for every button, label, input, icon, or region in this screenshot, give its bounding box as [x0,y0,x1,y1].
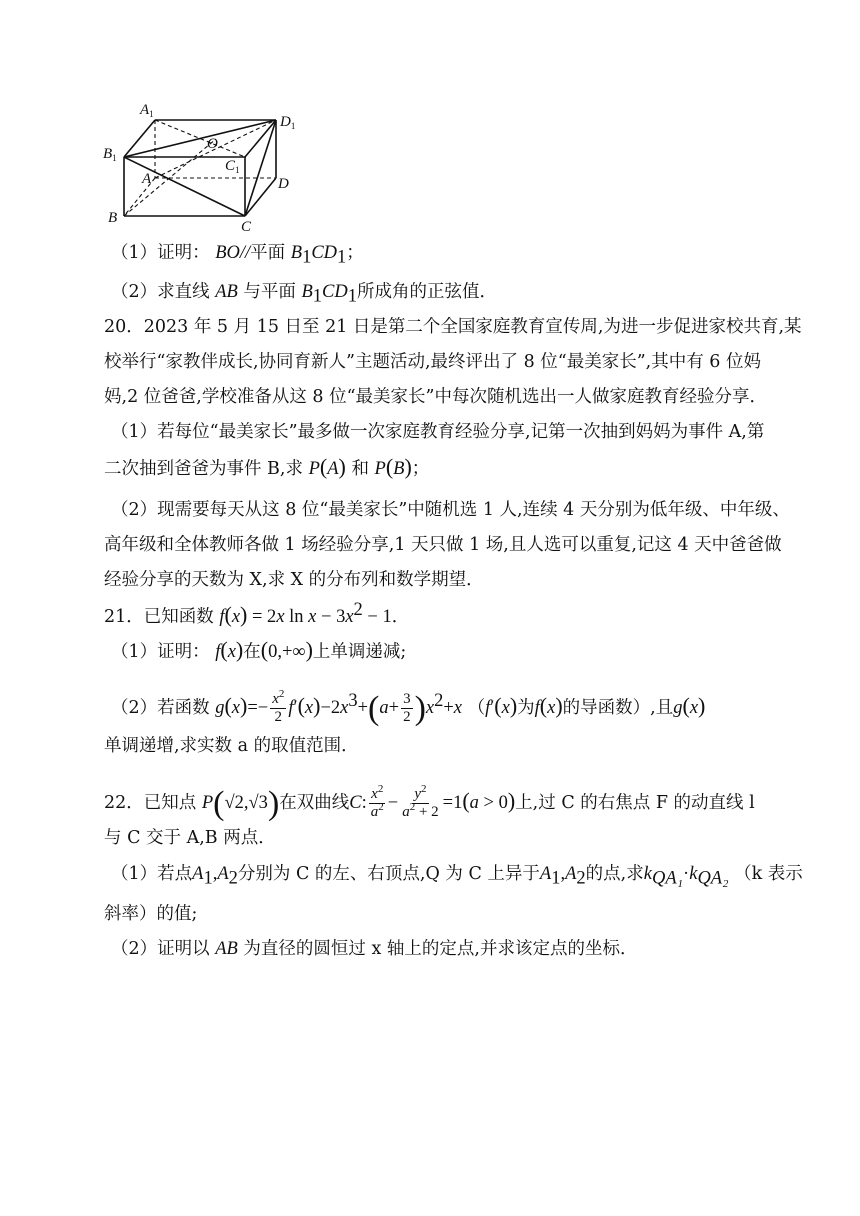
label-D: D [278,176,289,192]
q19-part2: （2）求直线 AB 与平面 $B_1CD_1$所成角的正弦值． [111,282,497,307]
q20-stem-line3: 妈,2 位爸爸,学校准备从这 8 位“最美家长”中每次随机选出一人做家庭教育经验分享． [104,387,767,407]
q21-part2-line1: （2）若函数 g(x)=− $\frac{x^2}{2}$ $f'(x)-2x^3+(a+$ $\frac{3}{2}$ )$x^2+x$ （f′(x)为f(x)的导函数）,且g(x) [111,688,706,727]
q21-part1: （1）证明： f(x)在(0,+∞)上单调递减; [111,637,407,662]
prism-figure [100,96,310,232]
label-A: A [142,171,152,187]
q20-stem-line2: 校举行“家教伴成长,协同育新人”主题活动,最终评出了 8 位“最美家长”,其中有 6 位妈 [104,352,761,372]
label-B1: $B_1$ [103,146,117,163]
q20-part1-line2: 二次抽到爸爸为事件 B,求 P(A) 和 P(B)； [104,454,430,479]
hidden-segment-BO [124,139,216,216]
q22-stem-line1: 22．已知点 P(√2,√3)在双曲线C: $\frac{x^2}{a^2}$ − $\frac{y^2}{a^2 + 2}$ =1(a > 0)上,过 C 的右焦点 F 的动直线 l [104,783,755,822]
q22-stem-line2: 与 C 交于 A,B 两点． [104,828,276,848]
q22-part2: （2）证明以 AB 为直径的圆恒过 x 轴上的定点,并求该定点的坐标． [111,939,638,959]
q19-part1: （1）证明： BO//平面 $B_1CD_1$； [111,243,364,268]
label-D1: $D_1$ [280,114,296,131]
label-B: B [108,210,118,226]
edge-CD [245,178,276,216]
edge-A1B1 [124,120,155,157]
edge-C1D1 [245,120,276,157]
q21-part2-line2: 单调递增,求实数 a 的取值范围． [104,736,359,756]
q20-part2-line3: 经验分享的天数为 X,求 X 的分布列和数学期望． [104,570,484,590]
q22-part1-line2: 斜率）的值; [104,904,198,924]
q20-part2-line1: （2）现需要每天从这 8 位“最美家长”中随机选 1 人,连续 4 天分别为低年级、中年级、 [111,500,790,520]
label-C1: $C_1$ [225,158,240,175]
q20-stem-line1: 20．2023 年 5 月 15 日至 21 日是第二个全国家庭教育宣传周,为进一步促进家校共育,某 [104,317,802,337]
segment-B1D1 [124,120,276,157]
segment-CD1 [245,120,276,216]
label-C: C [241,219,252,232]
label-O: O [207,136,218,152]
q21-stem: 21．已知函数 f(x) = 2x $\ln x - 3x^2 - 1$． [104,600,410,627]
q22-part1-line1: （1）若点$A_1,A_2$分别为 C 的左、右顶点,Q 为 C 上异于$A_1,A_2$的点,求$k_{QA_1}\cdot k_{QA_2}$ （k 表示 [111,864,803,889]
q20-part1-line1: （1）若每位“最美家长”最多做一次家庭教育经验分享,记第一次抽到妈妈为事件 A,第 [111,422,765,442]
label-A1: $A_1$ [140,102,154,119]
q20-part2-line2: 高年级和全体教师各做 1 场经验分享,1 天只做 1 场,且人选可以重复,记这 4 天中爸爸做 [104,535,782,555]
